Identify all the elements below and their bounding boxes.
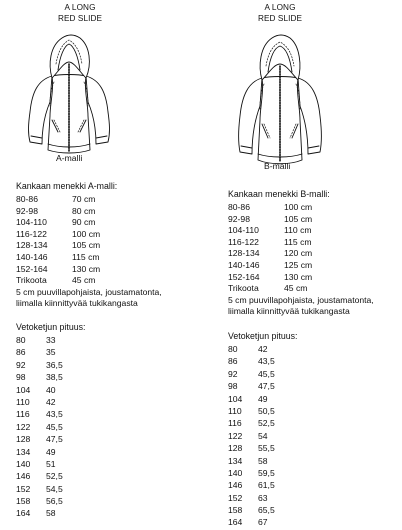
fabric-title: Kankaan menekki B-malli: (228, 189, 330, 199)
interfacing-note: 5 cm puuvillapohjaista, joustamatonta, liimalla kiinnittyvää tukikangasta (16, 286, 162, 309)
zip-table (228, 343, 275, 529)
table-row: 134 49 (16, 446, 56, 457)
table-row: 122 54 (228, 430, 268, 441)
table-row: 158 65,5 (228, 505, 275, 516)
table-row: 140 51 (16, 458, 56, 469)
table-row: 104 40 (16, 384, 56, 395)
garment-title: A LONG RED SLIDE (57, 3, 103, 23)
fabric-table (228, 202, 402, 318)
table-row: 92 36,5 (16, 359, 63, 370)
table-row: 98 38,5 (16, 372, 63, 383)
table-row: 116-122 100 cm (16, 228, 101, 239)
interfacing-note: 5 cm puuvillapohjaista, joustamatonta, liimalla kiinnittyvää tukikangasta (228, 294, 374, 317)
table-row: 146 61,5 (228, 480, 275, 491)
table-row: 158 56,5 (16, 496, 63, 507)
table-row: 116 52,5 (228, 418, 275, 429)
table-row: 92-98 80 cm (16, 205, 96, 216)
table-row: 128-134 105 cm (16, 240, 101, 251)
table-row: 122 45,5 (16, 421, 63, 432)
table-row: 164 67 (228, 517, 268, 528)
table-row: 86 43,5 (228, 356, 275, 367)
table-row: 152 63 (228, 492, 268, 503)
table-row: 92-98 105 cm (228, 213, 313, 224)
table-row: 128 47,5 (16, 434, 63, 445)
table-row: 116 43,5 (16, 409, 63, 420)
hoodie-b-sketch-icon (222, 20, 338, 178)
table-row: 104 49 (228, 393, 268, 404)
table-row: 146 52,5 (16, 471, 63, 482)
table-row: 110 50,5 (228, 405, 275, 416)
table-row: 140 59,5 (228, 467, 275, 478)
table-row: 110 42 (16, 396, 56, 407)
table-row: 134 58 (228, 455, 268, 466)
table-row: 86 35 (16, 347, 56, 358)
table-row: 152-164 130 cm (228, 271, 313, 282)
table-row: Trikoota 45 cm (16, 275, 96, 286)
table-row: 80-86 100 cm (228, 202, 313, 212)
zip-table (16, 334, 63, 520)
table-row: 152-164 130 cm (16, 263, 101, 274)
table-row: 80 42 (228, 344, 268, 354)
table-row: 140-146 125 cm (228, 259, 313, 270)
hoodie-a-sketch-icon (14, 20, 124, 170)
table-row: 128-134 120 cm (228, 248, 313, 259)
fabric-table (16, 194, 196, 310)
table-row: 80-86 70 cm (16, 194, 96, 204)
model-label: A-malli (56, 153, 83, 163)
table-row: 140-146 115 cm (16, 251, 100, 262)
table-row: 104-110 110 cm (228, 225, 312, 236)
fabric-title: Kankaan menekki A-malli: (16, 181, 118, 191)
zip-title: Vetoketjun pituus: (228, 331, 298, 341)
table-row: 104-110 90 cm (16, 217, 96, 228)
model-label: B-malli (264, 161, 291, 171)
table-row: 116-122 115 cm (228, 236, 312, 247)
table-row: Trikoota 45 cm (228, 283, 308, 294)
table-row: 80 33 (16, 335, 56, 345)
garment-title: A LONG RED SLIDE (257, 3, 303, 23)
table-row: 98 47,5 (228, 381, 275, 392)
zip-title: Vetoketjun pituus: (16, 322, 86, 332)
table-row: 128 55,5 (228, 443, 275, 454)
table-row: 92 45,5 (228, 368, 275, 379)
table-row: 152 54,5 (16, 483, 63, 494)
table-row: 164 58 (16, 508, 56, 519)
